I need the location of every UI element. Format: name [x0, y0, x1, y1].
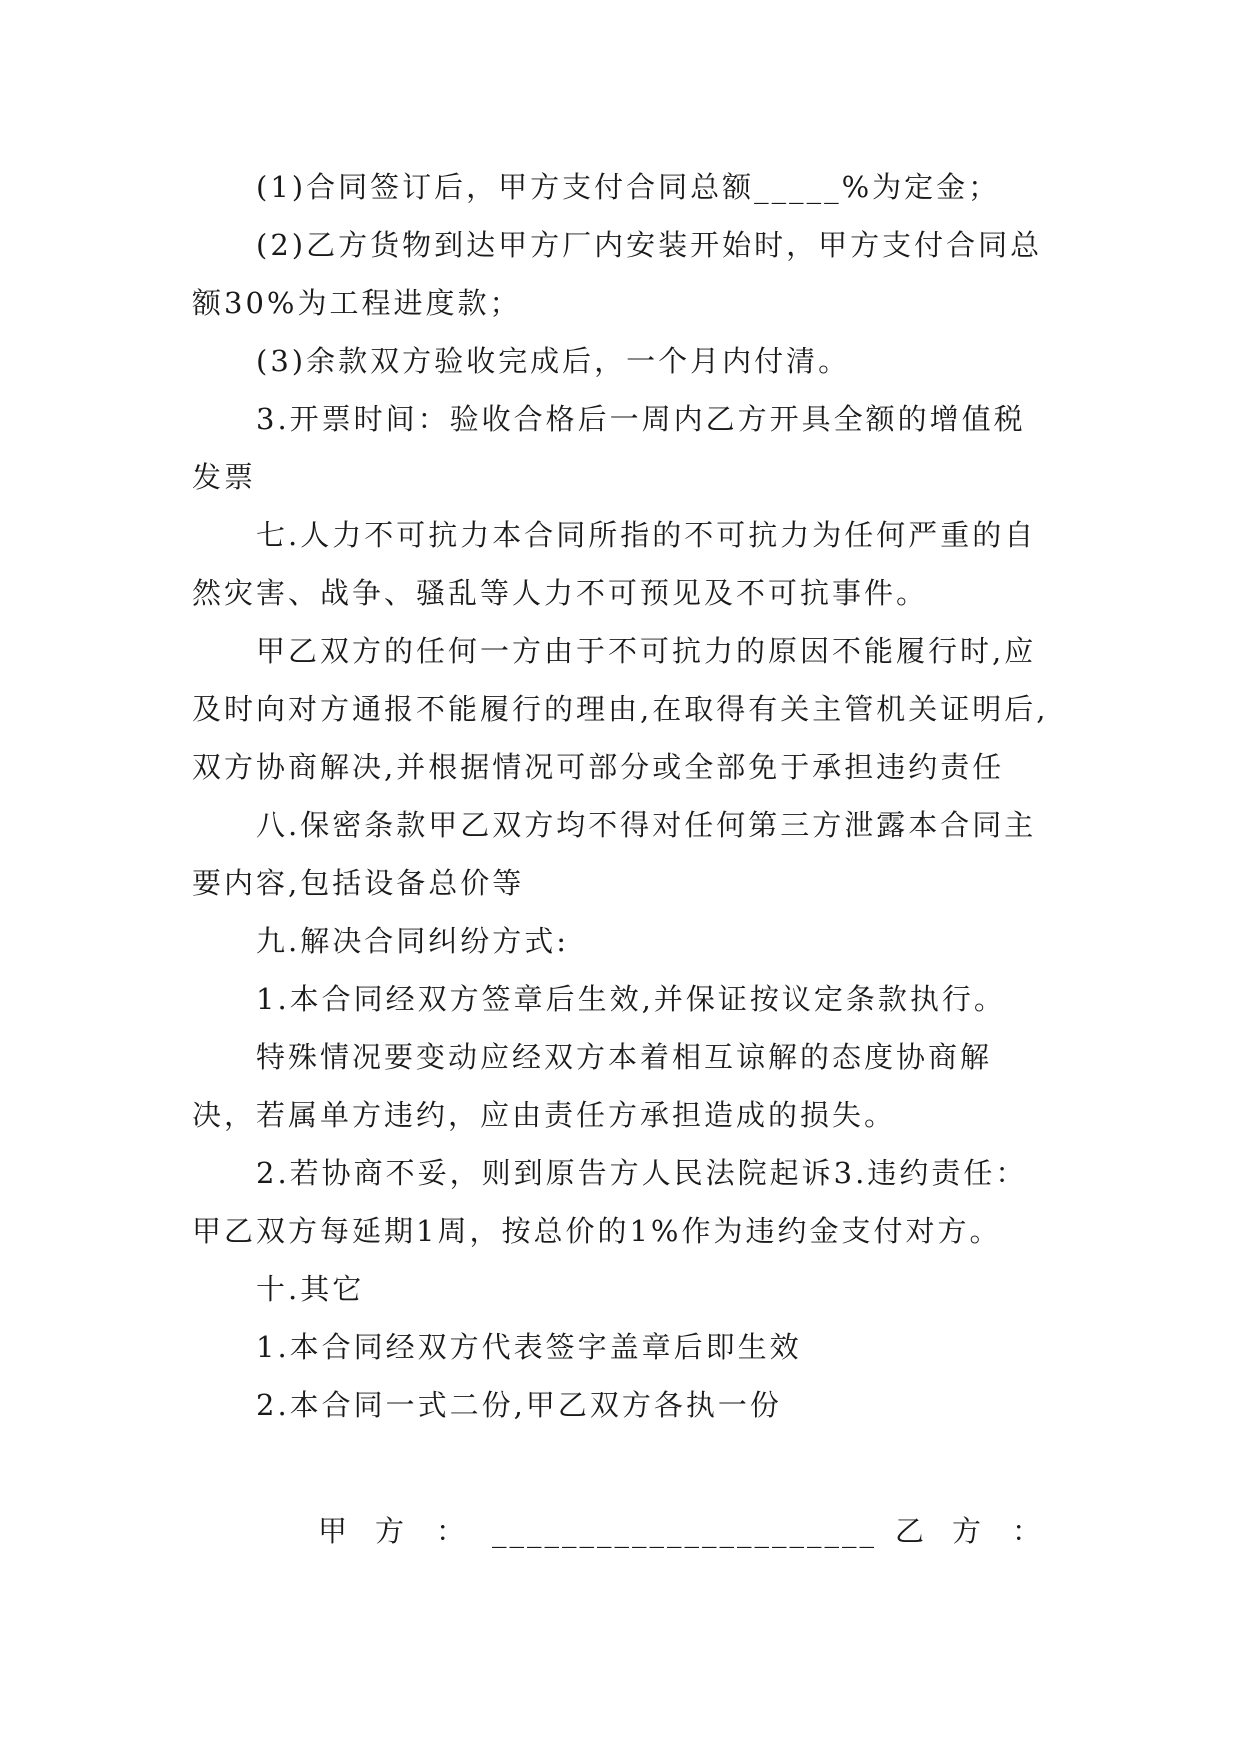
signature-row [192, 1502, 1052, 1560]
party-a-signature-line: ______________________ [492, 1514, 877, 1548]
party-b-colon: ： [1012, 1514, 1045, 1548]
section-confidentiality: 八.保密条款甲乙双方均不得对任何第三方泄露本合同主要内容,包括设备总价等 [192, 808, 1037, 900]
party-a-colon: ： [436, 1514, 469, 1548]
dispute-item-1: 1.本合同经双方签章后生效,并保证按议定条款执行。 [256, 982, 1006, 1016]
party-a-label: 甲方 [318, 1514, 433, 1548]
contract-body [192, 158, 1052, 1434]
section-dispute-resolution: 九.解决合同纠纷方式: [256, 924, 569, 958]
clause-3-balance: (3)余款双方验收完成后，一个月内付清。 [256, 344, 851, 378]
clause-2-progress-payment: (2)乙方货物到达甲方厂内安装开始时，甲方支付合同总额30%为工程进度款； [192, 228, 1043, 320]
clause-1-deposit: (1)合同签订后，甲方支付合同总额_____%为定金； [256, 170, 1001, 204]
other-item-2: 2.本合同一式二份,甲乙双方各执一份 [256, 1388, 782, 1422]
other-item-1: 1.本合同经双方代表签字盖章后即生效 [256, 1330, 802, 1364]
dispute-item-2: 2.若协商不妥，则到原告方人民法院起诉3.违约责任：甲乙双方每延期1周，按总价的1%作为违约金支付对方。 [192, 1156, 1028, 1248]
force-majeure-detail: 甲乙双方的任何一方由于不可抗力的原因不能履行时,应及时向对方通报不能履行的理由,在取得有关主管机关证明后,双方协商解决,并根据情况可部分或全部免于承担违约责任 [192, 634, 1049, 784]
section-other: 十.其它 [256, 1272, 365, 1306]
section-force-majeure: 七.人力不可抗力本合同所指的不可抗力为任何严重的自然灾害、战争、骚乱等人力不可预见及不可抗事件。 [192, 518, 1037, 610]
party-b-label: 乙方 [895, 1514, 1010, 1548]
dispute-special-cases: 特殊情况要变动应经双方本着相互谅解的态度协商解决，若属单方违约，应由责任方承担造成的损失。 [192, 1040, 993, 1132]
invoice-time: 3.开票时间：验收合格后一周内乙方开具全额的增值税发票 [192, 402, 1026, 494]
